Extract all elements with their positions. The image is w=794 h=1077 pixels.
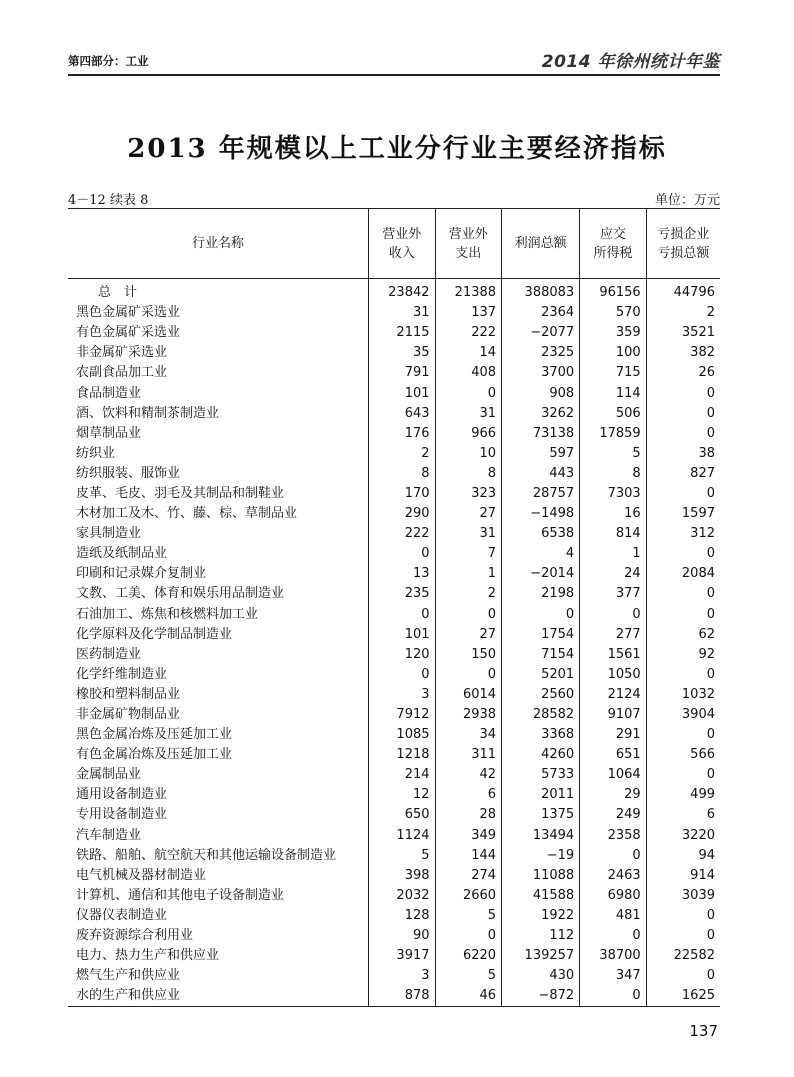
- row-industry-name: 农副食品加工业: [76, 365, 168, 381]
- row-value: 0: [646, 544, 720, 564]
- row-value: 291: [580, 725, 647, 745]
- row-value: 35: [369, 343, 436, 363]
- row-industry-name: 黑色金属矿采选业: [76, 305, 181, 321]
- row-value: 0: [580, 846, 647, 866]
- row-value: 0: [646, 424, 720, 444]
- row-industry-name: 水的生产和供应业: [68, 986, 369, 1007]
- row-value: 914: [646, 866, 720, 886]
- table-row: [68, 584, 720, 604]
- table-row: [68, 544, 720, 564]
- row-value: 506: [580, 404, 647, 424]
- row-value: 2011: [502, 785, 580, 805]
- row-value: 3262: [502, 404, 580, 424]
- row-value: 28582: [502, 705, 580, 725]
- row-value: 13494: [502, 826, 580, 846]
- row-value: 0: [502, 605, 580, 625]
- row-value: 222: [369, 524, 436, 544]
- row-value: 3220: [646, 826, 720, 846]
- row-industry-name: 黑色金属冶炼及压延加工业: [76, 727, 233, 743]
- table-row: [68, 484, 720, 504]
- row-value: 27: [435, 625, 502, 645]
- row-value: 22582: [646, 946, 720, 966]
- row-value: −2014: [502, 564, 580, 584]
- row-value: 139257: [502, 946, 580, 966]
- row-value: 1754: [502, 625, 580, 645]
- row-industry-name: 酒、饮料和精制茶制造业: [76, 405, 220, 421]
- row-value: 4: [502, 544, 580, 564]
- row-value: 8: [435, 464, 502, 484]
- row-value: 2032: [369, 886, 436, 906]
- table-row: [68, 906, 720, 926]
- row-value: 38700: [580, 946, 647, 966]
- row-value: 0: [369, 605, 436, 625]
- row-value: 6014: [435, 685, 502, 705]
- row-value: 5: [580, 444, 647, 464]
- row-value: 1050: [580, 665, 647, 685]
- col-header-loss-total: 亏损企业 亏损总额: [646, 209, 720, 279]
- row-industry-name: 非金属矿物制品业: [76, 707, 181, 723]
- row-industry-name: 橡胶和塑料制品业: [76, 686, 181, 702]
- row-value: −2077: [502, 323, 580, 343]
- row-value: 235: [369, 584, 436, 604]
- row-value: 176: [369, 424, 436, 444]
- row-value: 908: [502, 383, 580, 403]
- col-header-nonop-expense: 营业外 支出: [435, 209, 502, 279]
- row-value: 0: [646, 725, 720, 745]
- row-industry-name: 通用设备制造业: [76, 787, 168, 803]
- row-value: 12: [369, 785, 436, 805]
- row-value: 249: [580, 805, 647, 825]
- row-value: 23842: [369, 279, 436, 304]
- row-value: 28: [435, 805, 502, 825]
- row-value: 1124: [369, 826, 436, 846]
- table-row: [68, 846, 720, 866]
- row-industry-name: 烟草制品业: [76, 425, 142, 441]
- row-value: 100: [580, 343, 647, 363]
- row-value: 0: [580, 926, 647, 946]
- row-value: 6: [435, 785, 502, 805]
- row-value: 27: [435, 504, 502, 524]
- row-value: 3917: [369, 946, 436, 966]
- row-value: 377: [580, 584, 647, 604]
- row-value: 878: [369, 986, 436, 1007]
- table-row: [68, 986, 720, 1007]
- table-row: [68, 444, 720, 464]
- row-value: 44796: [646, 279, 720, 304]
- row-value: −872: [502, 986, 580, 1007]
- row-industry-name: 文教、工美、体育和娱乐用品制造业: [76, 586, 285, 602]
- row-value: 2463: [580, 866, 647, 886]
- row-value: 214: [369, 765, 436, 785]
- row-value: 41588: [502, 886, 580, 906]
- row-industry-name: 印刷和记录媒介复制业: [76, 566, 207, 582]
- row-value: 26: [646, 363, 720, 383]
- table-row: [68, 805, 720, 825]
- col-header-name: 行业名称: [68, 209, 369, 279]
- row-value: 11088: [502, 866, 580, 886]
- row-value: 0: [435, 665, 502, 685]
- row-industry-name: 石油加工、炼焦和核燃料加工业: [76, 606, 259, 622]
- row-value: 0: [646, 404, 720, 424]
- table-body: [68, 279, 720, 1007]
- table-row: [68, 665, 720, 685]
- row-value: 382: [646, 343, 720, 363]
- row-value: 92: [646, 645, 720, 665]
- row-value: 8: [580, 464, 647, 484]
- table-row: [68, 424, 720, 444]
- row-value: 21388: [435, 279, 502, 304]
- row-industry-name: 木材加工及木、竹、藤、棕、草制品业: [76, 506, 298, 522]
- row-value: 112: [502, 926, 580, 946]
- row-value: 0: [646, 966, 720, 986]
- table-row: [68, 765, 720, 785]
- row-value: 6980: [580, 886, 647, 906]
- indicator-table: [68, 208, 720, 1007]
- row-value: 170: [369, 484, 436, 504]
- row-value: 1597: [646, 504, 720, 524]
- row-value: 311: [435, 745, 502, 765]
- row-value: 2325: [502, 343, 580, 363]
- row-industry-name: 非金属矿采选业: [76, 345, 168, 361]
- row-value: 0: [369, 544, 436, 564]
- row-value: 31: [435, 404, 502, 424]
- row-value: 597: [502, 444, 580, 464]
- row-value: 2938: [435, 705, 502, 725]
- row-value: 38: [646, 444, 720, 464]
- row-industry-name: 纺织服装、服饰业: [76, 465, 181, 481]
- row-value: 0: [646, 906, 720, 926]
- table-row: [68, 926, 720, 946]
- table-row: [68, 323, 720, 343]
- table-row: [68, 343, 720, 363]
- table-row: [68, 966, 720, 986]
- row-value: 31: [435, 524, 502, 544]
- row-value: 1218: [369, 745, 436, 765]
- row-value: 430: [502, 966, 580, 986]
- row-value: 2358: [580, 826, 647, 846]
- page-number: 137: [689, 1022, 718, 1040]
- table-row: [68, 383, 720, 403]
- row-value: −1498: [502, 504, 580, 524]
- table-row: [68, 645, 720, 665]
- table-row: [68, 705, 720, 725]
- row-value: 0: [646, 926, 720, 946]
- row-industry-name: 仪器仪表制造业: [76, 907, 168, 923]
- row-industry-name: 废弃资源综合利用业: [76, 928, 194, 944]
- row-value: 5: [369, 846, 436, 866]
- row-value: 274: [435, 866, 502, 886]
- page-title: 2013 年规模以上工业分行业主要经济指标: [127, 134, 667, 164]
- row-value: 814: [580, 524, 647, 544]
- row-value: 3368: [502, 725, 580, 745]
- table-row: [68, 725, 720, 745]
- row-value: 1561: [580, 645, 647, 665]
- row-value: 46: [435, 986, 502, 1007]
- table-row: [68, 886, 720, 906]
- row-value: 62: [646, 625, 720, 645]
- row-value: 150: [435, 645, 502, 665]
- table-row: [68, 866, 720, 886]
- row-value: 0: [580, 605, 647, 625]
- col-header-income-tax: 应交 所得税: [580, 209, 647, 279]
- row-value: 5201: [502, 665, 580, 685]
- row-value: 73138: [502, 424, 580, 444]
- row-value: 3521: [646, 323, 720, 343]
- row-value: 651: [580, 745, 647, 765]
- yearbook-title: 2014 年徐州统计年鉴: [541, 52, 720, 72]
- row-value: 3700: [502, 363, 580, 383]
- row-value: 2560: [502, 685, 580, 705]
- row-value: 31: [369, 303, 436, 323]
- row-value: 566: [646, 745, 720, 765]
- row-industry-name: 皮革、毛皮、羽毛及其制品和制鞋业: [76, 485, 285, 501]
- col-header-total-profit: 利润总额: [502, 209, 580, 279]
- table-row: [68, 279, 720, 304]
- row-value: 0: [646, 484, 720, 504]
- row-value: 6220: [435, 946, 502, 966]
- row-value: 966: [435, 424, 502, 444]
- row-industry-name: 专用设备制造业: [76, 807, 168, 823]
- row-value: 7: [435, 544, 502, 564]
- table-row: [68, 363, 720, 383]
- page-header: [68, 50, 720, 72]
- row-value: 1: [435, 564, 502, 584]
- row-value: 570: [580, 303, 647, 323]
- row-value: 137: [435, 303, 502, 323]
- table-row: [68, 404, 720, 424]
- table-row: [68, 625, 720, 645]
- table-id: 4－12 续表 8: [68, 193, 149, 208]
- section-label: 第四部分：工业: [68, 54, 149, 68]
- row-value: 827: [646, 464, 720, 484]
- row-value: 349: [435, 826, 502, 846]
- row-value: 1064: [580, 765, 647, 785]
- row-value: 277: [580, 625, 647, 645]
- table-row: [68, 303, 720, 323]
- row-value: 0: [646, 605, 720, 625]
- row-value: 3: [369, 966, 436, 986]
- row-industry-name: 金属制品业: [76, 767, 142, 783]
- row-value: 5: [435, 966, 502, 986]
- row-value: 13: [369, 564, 436, 584]
- col-header-nonop-income: 营业外 收入: [369, 209, 436, 279]
- row-value: 2: [435, 584, 502, 604]
- row-value: 101: [369, 625, 436, 645]
- row-value: 0: [646, 765, 720, 785]
- row-value: 222: [435, 323, 502, 343]
- row-value: 0: [435, 383, 502, 403]
- row-value: 2124: [580, 685, 647, 705]
- row-value: 42: [435, 765, 502, 785]
- row-value: 443: [502, 464, 580, 484]
- row-value: 114: [580, 383, 647, 403]
- row-value: 791: [369, 363, 436, 383]
- row-value: 347: [580, 966, 647, 986]
- row-value: 715: [580, 363, 647, 383]
- table-row: [68, 826, 720, 846]
- row-value: 499: [646, 785, 720, 805]
- row-value: 643: [369, 404, 436, 424]
- row-industry-name: 医药制造业: [76, 646, 142, 662]
- row-value: 2: [646, 303, 720, 323]
- row-value: 481: [580, 906, 647, 926]
- row-value: 0: [646, 383, 720, 403]
- row-value: 398: [369, 866, 436, 886]
- row-value: 2660: [435, 886, 502, 906]
- row-industry-name: 电气机械及器材制造业: [76, 867, 207, 883]
- row-value: 24: [580, 564, 647, 584]
- row-value: 96156: [580, 279, 647, 304]
- table-row: [68, 564, 720, 584]
- row-industry-name: 电力、热力生产和供应业: [76, 948, 220, 964]
- table-subline: [68, 189, 720, 207]
- row-industry-name: 家具制造业: [76, 526, 142, 542]
- row-value: 14: [435, 343, 502, 363]
- row-value: 128: [369, 906, 436, 926]
- row-industry-name: 食品制造业: [76, 385, 142, 401]
- row-value: −19: [502, 846, 580, 866]
- row-value: 3039: [646, 886, 720, 906]
- header-rule: [68, 74, 720, 76]
- row-value: 34: [435, 725, 502, 745]
- table-row: [68, 685, 720, 705]
- row-value: 7912: [369, 705, 436, 725]
- row-value: 2115: [369, 323, 436, 343]
- row-value: 5733: [502, 765, 580, 785]
- table-row: [68, 946, 720, 966]
- row-industry-name: 计算机、通信和其他电子设备制造业: [76, 887, 285, 903]
- row-value: 6: [646, 805, 720, 825]
- row-value: 1625: [646, 986, 720, 1007]
- row-value: 0: [646, 665, 720, 685]
- row-value: 7303: [580, 484, 647, 504]
- row-industry-name: 纺织业: [76, 445, 116, 461]
- row-industry-name: 造纸及纸制品业: [76, 546, 168, 562]
- row-value: 1085: [369, 725, 436, 745]
- row-value: 120: [369, 645, 436, 665]
- row-value: 0: [435, 926, 502, 946]
- row-value: 2: [369, 444, 436, 464]
- row-industry-name: 燃气生产和供应业: [76, 968, 181, 984]
- row-value: 28757: [502, 484, 580, 504]
- row-industry-name: 有色金属冶炼及压延加工业: [76, 747, 233, 763]
- row-value: 10: [435, 444, 502, 464]
- row-value: 8: [369, 464, 436, 484]
- row-value: 5: [435, 906, 502, 926]
- row-value: 3904: [646, 705, 720, 725]
- row-industry-name: 化学纤维制造业: [76, 666, 168, 682]
- row-value: 0: [369, 665, 436, 685]
- row-value: 17859: [580, 424, 647, 444]
- row-value: 29: [580, 785, 647, 805]
- row-value: 2084: [646, 564, 720, 584]
- table-row: [68, 524, 720, 544]
- row-industry-name: 铁路、船舶、航空航天和其他运输设备制造业: [76, 847, 337, 863]
- row-value: 144: [435, 846, 502, 866]
- row-value: 16: [580, 504, 647, 524]
- row-value: 4260: [502, 745, 580, 765]
- row-value: 312: [646, 524, 720, 544]
- row-value: 2198: [502, 584, 580, 604]
- row-value: 1375: [502, 805, 580, 825]
- row-value: 0: [646, 584, 720, 604]
- row-value: 388083: [502, 279, 580, 304]
- row-value: 323: [435, 484, 502, 504]
- row-industry-name: 总 计: [98, 285, 138, 301]
- row-industry-name: 化学原料及化学制品制造业: [76, 626, 233, 642]
- row-value: 1922: [502, 906, 580, 926]
- row-value: 1: [580, 544, 647, 564]
- row-value: 290: [369, 504, 436, 524]
- unit-label: 单位：万元: [654, 193, 720, 208]
- table-row: [68, 745, 720, 765]
- row-value: 408: [435, 363, 502, 383]
- row-industry-name: 汽车制造业: [76, 827, 142, 843]
- row-value: 0: [580, 986, 647, 1007]
- table-row: [68, 605, 720, 625]
- row-value: 9107: [580, 705, 647, 725]
- row-value: 101: [369, 383, 436, 403]
- row-value: 359: [580, 323, 647, 343]
- table-header-row: [68, 209, 720, 279]
- row-value: 94: [646, 846, 720, 866]
- row-value: 90: [369, 926, 436, 946]
- row-value: 0: [435, 605, 502, 625]
- row-value: 1032: [646, 685, 720, 705]
- table-row: [68, 785, 720, 805]
- row-value: 2364: [502, 303, 580, 323]
- table-row: [68, 464, 720, 484]
- row-value: 7154: [502, 645, 580, 665]
- table-row: [68, 504, 720, 524]
- row-value: 6538: [502, 524, 580, 544]
- row-value: 650: [369, 805, 436, 825]
- row-value: 3: [369, 685, 436, 705]
- row-industry-name: 有色金属矿采选业: [76, 325, 181, 341]
